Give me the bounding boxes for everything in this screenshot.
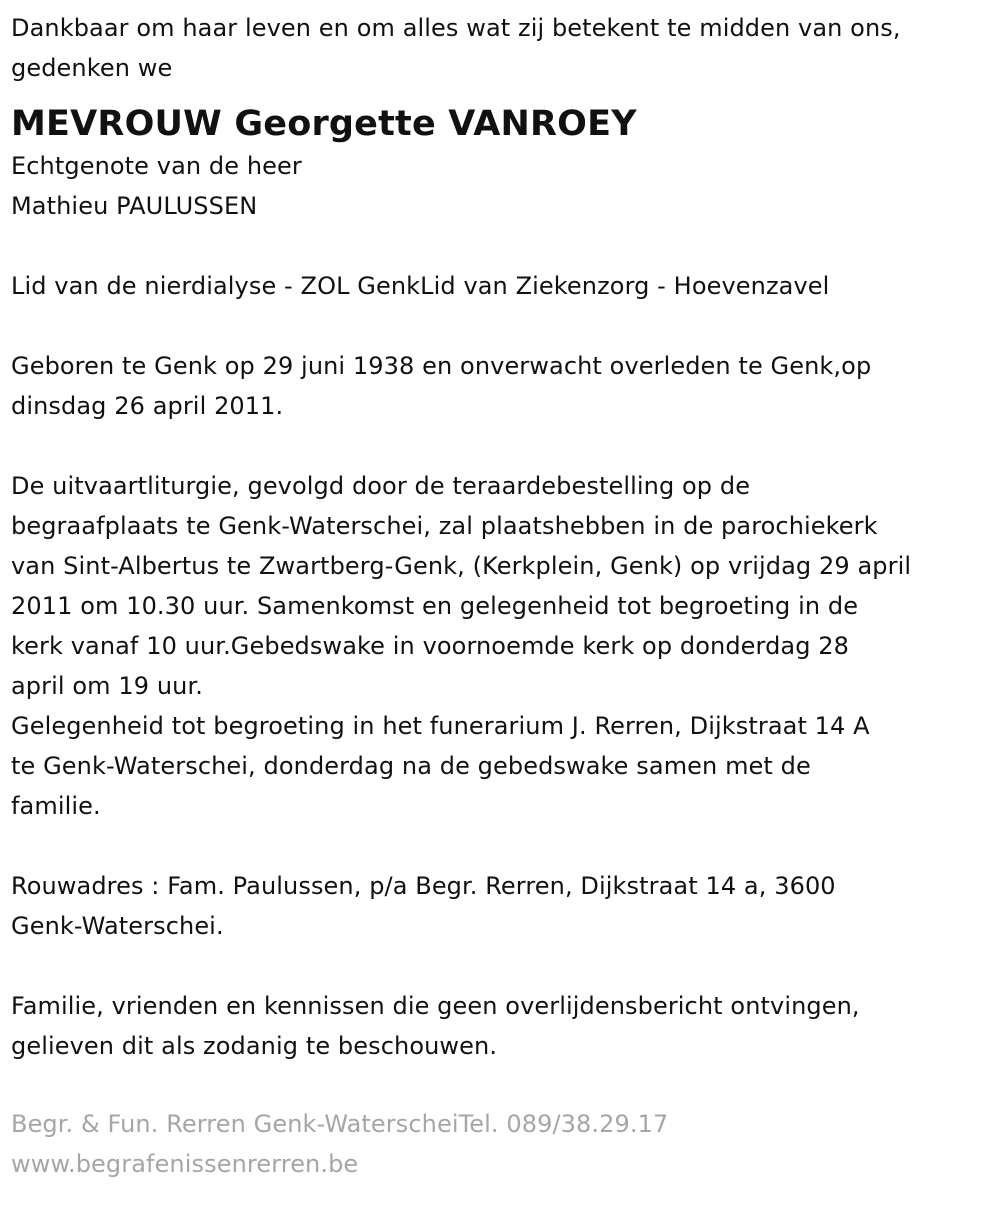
closing-line-2: gelieven dit als zodanig te beschouwen. bbox=[11, 1032, 498, 1060]
spacer bbox=[11, 306, 1000, 346]
address-section bbox=[11, 866, 1000, 946]
funeral-section bbox=[11, 466, 1000, 826]
funeral-line: van Sint-Albertus te Zwartberg-Genk, (Kerkplein, Genk) op vrijdag 29 april bbox=[11, 552, 912, 580]
spacer bbox=[11, 826, 1000, 866]
spacer bbox=[11, 226, 1000, 266]
birth-death-section bbox=[11, 346, 1000, 426]
funeral-line: 2011 om 10.30 uur. Samenkomst en gelegenheid tot begroeting in de bbox=[11, 592, 859, 620]
memberships: Lid van de nierdialyse - ZOL GenkLid van Ziekenzorg - Hoevenzavel bbox=[11, 272, 830, 300]
intro-line-1: Dankbaar om haar leven en om alles wat zij betekent te midden van ons, bbox=[11, 14, 901, 42]
funeral-line: familie. bbox=[11, 792, 101, 820]
spouse-line-2: Mathieu PAULUSSEN bbox=[11, 192, 258, 220]
footer-company: Begr. & Fun. Rerren Genk-WaterscheiTel. 089/38.29.17 bbox=[11, 1110, 669, 1138]
spacer bbox=[11, 426, 1000, 466]
intro-section bbox=[11, 8, 1000, 88]
closing-section bbox=[11, 986, 1000, 1066]
funeral-line: april om 19 uur. bbox=[11, 672, 203, 700]
footer bbox=[11, 1104, 1000, 1184]
funeral-line: te Genk-Waterschei, donderdag na de gebedswake samen met de bbox=[11, 752, 811, 780]
funeral-line: Gelegenheid tot begroeting in het funerarium J. Rerren, Dijkstraat 14 A bbox=[11, 712, 870, 740]
spacer bbox=[11, 946, 1000, 986]
funeral-line: kerk vanaf 10 uur.Gebedswake in voornoemde kerk op donderdag 28 bbox=[11, 632, 850, 660]
birth-death-line-1: Geboren te Genk op 29 juni 1938 en onverwacht overleden te Genk,op bbox=[11, 352, 872, 380]
deceased-name: MEVROUW Georgette VANROEY bbox=[11, 104, 637, 144]
deceased-section bbox=[11, 102, 1000, 226]
intro-line-2: gedenken we bbox=[11, 54, 173, 82]
birth-death-line-2: dinsdag 26 april 2011. bbox=[11, 392, 284, 420]
footer-website-link[interactable]: www.begrafenissenrerren.be bbox=[11, 1150, 359, 1178]
address-line-1: Rouwadres : Fam. Paulussen, p/a Begr. Rerren, Dijkstraat 14 a, 3600 bbox=[11, 872, 836, 900]
funeral-line: begraafplaats te Genk-Waterschei, zal plaatshebben in de parochiekerk bbox=[11, 512, 878, 540]
address-line-2: Genk-Waterschei. bbox=[11, 912, 224, 940]
funeral-line: De uitvaartliturgie, gevolgd door de teraardebestelling op de bbox=[11, 472, 751, 500]
spouse-line-1: Echtgenote van de heer bbox=[11, 152, 302, 180]
closing-line-1: Familie, vrienden en kennissen die geen overlijdensbericht ontvingen, bbox=[11, 992, 860, 1020]
